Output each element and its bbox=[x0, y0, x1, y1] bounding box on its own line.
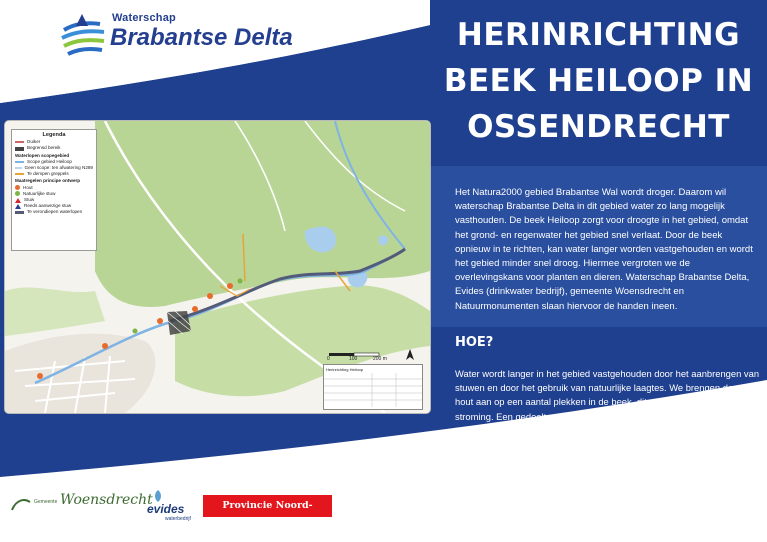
legend-item bbox=[15, 209, 93, 215]
woensdrecht-logo-text: Woensdrecht bbox=[60, 492, 153, 508]
legend-item bbox=[15, 145, 93, 151]
page-title bbox=[430, 12, 767, 150]
hoe-paragraph bbox=[455, 367, 760, 480]
map-panel bbox=[4, 120, 431, 414]
legend-label: Te dempen greppels bbox=[27, 171, 69, 177]
legend-swatch bbox=[15, 173, 24, 175]
legend-label: Duiker bbox=[27, 139, 41, 145]
evides-logo-icon bbox=[151, 489, 165, 503]
legend-section: Waterlopen scopegebied bbox=[15, 152, 70, 158]
hoe-heading: HOE? bbox=[455, 335, 494, 350]
legend-label: Natuurlijke stuw bbox=[23, 190, 56, 196]
natural-weir-icon bbox=[15, 191, 20, 196]
map-title-block bbox=[323, 364, 423, 410]
legend-label: Hout bbox=[23, 184, 33, 190]
scale-label-100: 100 bbox=[349, 356, 358, 362]
scale-label-0: 0 bbox=[327, 356, 330, 362]
hoe-body: Water wordt langer in het gebied vastgehouden door het aanbrengen van stuwen en door het gebruik van natuurlijke laagtes. We brengen dood hout aan op een aantal plekken in de beek, dit zorgt voor variatie in stroming. Een gedeelte van de Heiloop wordt verontdiept. Daarnaast laten we de kleinere sloot ten zuiden van de Heiloop dicht groeien/ dempen. bbox=[455, 368, 760, 451]
legend-swatch bbox=[15, 161, 24, 163]
brabantse-delta-logo-icon bbox=[60, 12, 108, 62]
title-line-1: HERINRICHTING bbox=[456, 17, 741, 53]
existing-weir-icon bbox=[15, 204, 21, 209]
intro-paragraph: Het Natura2000 gebied Brabantse Wal wordt droger. Daarom wil waterschap Brabantse Delta in dit gebied water zo lang mogelijk vasthouden. De beek Heiloop zorgt voor droogte in het gebied, omdat het grond- en regenwater het gebied snel verlaat. Door de beek opnieuw in te richten, kan water langer worden vastgehouden en wordt het gebied minder snel droog. Hiermee vergroten we de overlevingskans voor planten en dieren. Waterschap Brabantse Delta, Evides (drinkwater bedrijf), gemeente Woensdrecht en Natuurmonumenten slaan hiervoor de handen ineen. bbox=[455, 187, 753, 312]
legend-label: Reeds aanwezige stuw bbox=[24, 203, 72, 209]
legend-label: Geen scope: ten afwatering N289 bbox=[24, 165, 93, 171]
legend-label: Scope gebied Heiloop bbox=[27, 158, 72, 164]
legend-section: Maatregelen principe ontwerp bbox=[15, 178, 81, 184]
legend-swatch bbox=[15, 167, 22, 169]
weir-icon bbox=[15, 198, 21, 203]
legend-swatch bbox=[15, 141, 24, 143]
legend-swatch bbox=[15, 211, 24, 214]
evides-sub-text: waterbedrijf bbox=[165, 516, 191, 522]
logo-top-text: Waterschap bbox=[112, 12, 176, 24]
legend-item bbox=[15, 171, 93, 177]
evides-logo-text: evides bbox=[147, 502, 185, 516]
legend-label: Te verondiepen waterlopen bbox=[27, 209, 83, 215]
legend-label: Stuw bbox=[24, 197, 35, 203]
wood-icon bbox=[15, 185, 20, 190]
legend-swatch bbox=[15, 147, 24, 151]
hoe-note: in de afbeelding hiernaast zijn de maatregelen aangegeven. bbox=[455, 467, 704, 479]
legend-title: Legenda bbox=[42, 132, 66, 138]
woensdrecht-small-label: Gemeente bbox=[34, 499, 58, 505]
north-arrow-icon bbox=[405, 349, 415, 361]
logo-main-text: Brabantse Delta bbox=[110, 24, 293, 51]
map-legend bbox=[11, 129, 97, 251]
province-logo: Provincie Noord-Brabant bbox=[203, 495, 332, 517]
title-block-lines bbox=[324, 373, 422, 407]
scale-label-200: 200 m bbox=[373, 356, 387, 362]
legend-label: Begrensd bereik bbox=[27, 145, 61, 151]
woensdrecht-logo-icon bbox=[10, 496, 32, 514]
map-block-title: Herinrichting Heiloop bbox=[326, 367, 364, 372]
title-line-3: OSSENDRECHT bbox=[467, 109, 730, 145]
title-line-2: BEEK HEILOOP IN bbox=[443, 63, 754, 99]
